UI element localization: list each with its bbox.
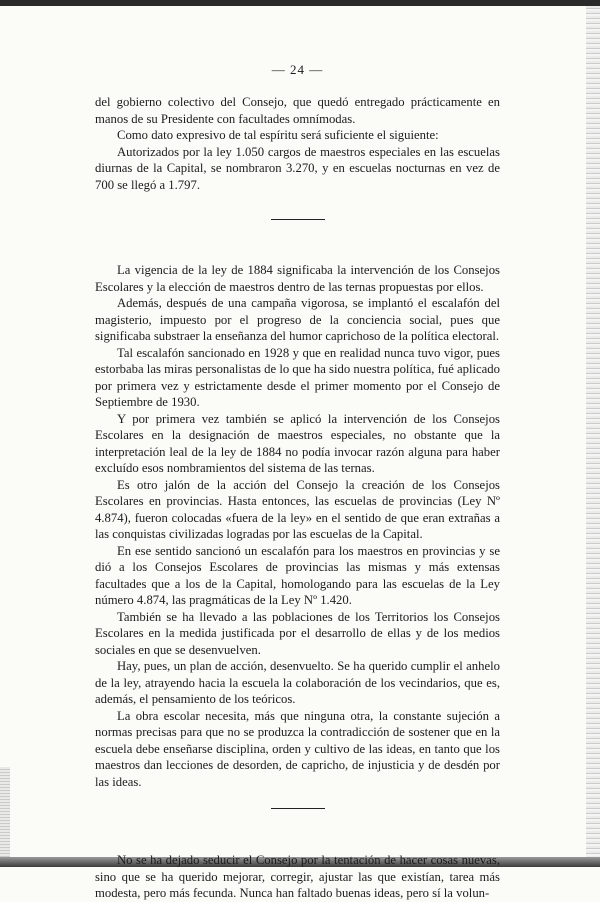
scan-right-edge [586,6,600,857]
paragraph: Es otro jalón de la acción del Consejo la creación de los Consejos Escolares en provincias. Hasta entonces, las escuelas de provincias (Ley Nº 4.874), fueron colocadas «fuera de la ley» en el sentido de que eran extrañas a las conquistas civilizadas logradas por las escuelas de la Capital. [95,477,500,541]
section-divider [271,808,325,809]
section-1 [95,94,500,193]
page-number: — 24 — [271,62,324,77]
paragraph: Autorizados por la ley 1.050 cargos de maestros especiales en las escuelas diurnas de la Capital, se nombraron 3.270, y en escuelas nocturnas en vez de 700 se llegó a 1.797. [95,144,500,192]
paragraph: En ese sentido sancionó un escalafón para los maestros en provincias y se dió a los Consejos Escolares de provincias las mismas y más extensas facultades que a los de la Capital, homologando para las escuelas de la Ley número 4.874, las pragmáticas de la Ley Nº 1.420. [95,543,500,607]
paragraph: También se ha llevado a las poblaciones de los Territorios los Consejos Escolares en la medida justificada por el desarrollo de ellas y de los medios sociales en que se desenvuelven. [95,609,500,657]
paragraph: del gobierno colectivo del Consejo, que quedó entregado prácticamente en manos de su Presidente con facultades omnímodas. [95,95,500,126]
paragraph: La vigencia de la ley de 1884 significaba la intervención de los Consejos Escolares y la elección de maestros dentro de las ternas propuestas por ellos. [95,263,500,294]
paragraph: Como dato expresivo de tal espíritu será suficiente el siguiente: [117,128,439,142]
section-3 [95,852,500,902]
paragraph: No se ha dejado seducir el Consejo por la tentación de hacer cosas nuevas, sino que se ha querido mejorar, corregir, ajustar las que existían, tarea más modesta, pero más fecunda. Nunca han faltado buenas ideas, pero sí la volun- [95,853,500,900]
paragraph: La obra escolar necesita, más que ninguna otra, la constante sujeción a normas precisas para que no se produzca la contradicción de sostener que en la escuela debe enseñarse disciplina, orden y cultivo de las ideas, en tanto que los maestros dan lecciones de desorden, de capricho, de injusticia y de desdén por las ideas. [95,708,500,789]
document-page [95,62,500,902]
scan-top-edge [0,0,600,6]
section-2 [95,262,500,790]
paragraph: Además, después de una campaña vigorosa, se implantó el escalafón del magisterio, impuesto por el progreso de la conciencia social, pues que significaba substraer la enseñanza del humor caprichoso de la política electoral. [95,296,500,343]
paragraph: Tal escalafón sancionado en 1928 y que en realidad nunca tuvo vigor, pues estorbaba las miras personalistas de lo que ha sido nuestra política, fué aplicado por primera vez y estrictamente desde el primer momento por el Consejo de Septiembre de 1930. [95,345,500,409]
section-divider [271,219,325,220]
paragraph: Hay, pues, un plan de acción, desenvuelto. Se ha querido cumplir el anhelo de la ley, atrayendo hacia la escuela la colaboración de los vecindarios, que es, además, el pensamiento de los teóricos. [95,659,500,706]
scan-left-edge [0,767,10,857]
paragraph: Y por primera vez también se aplicó la intervención de los Consejos Escolares en la designación de maestros especiales, no obstante que la interpretación leal de la ley de 1884 no podía invocar razón alguna para haber excluído esos nombramientos del sistema de las ternas. [95,411,500,475]
